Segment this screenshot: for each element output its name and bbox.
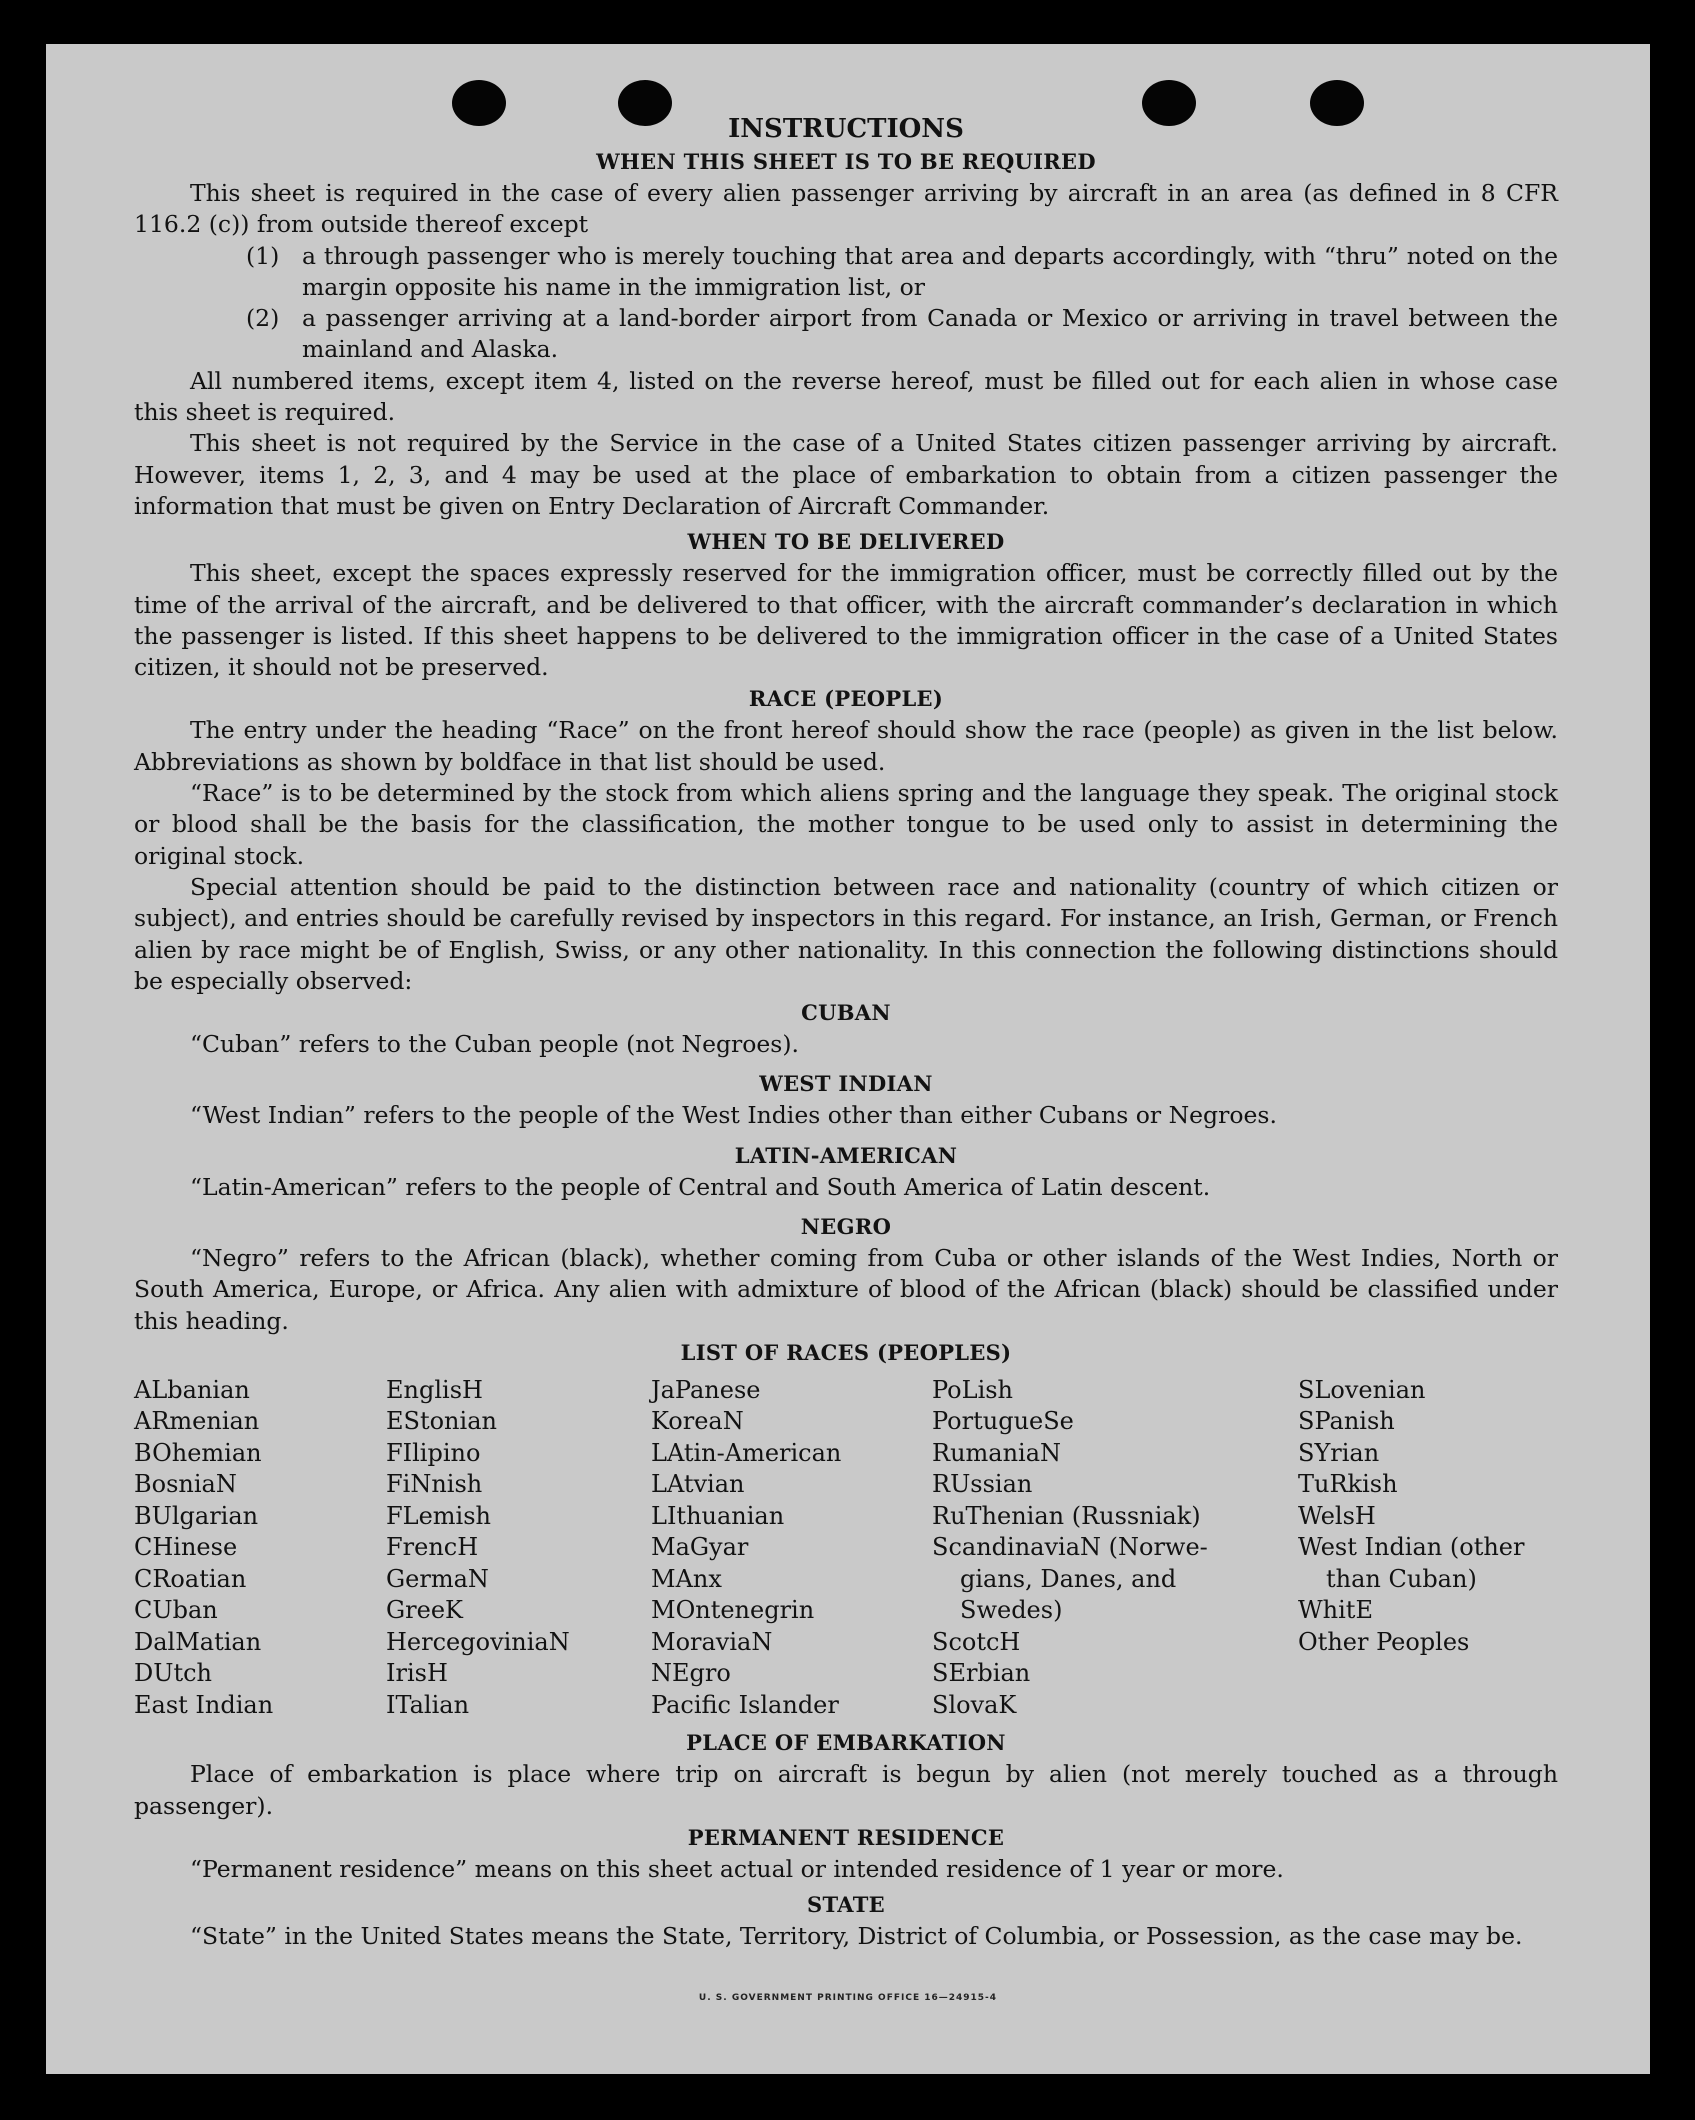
race-item: EnglisH [386,1375,483,1404]
paragraph: “Race” is to be determined by the stock from which aliens spring and the language they speak. The original stock or blood shall be the basis for the classification, the mother tongue to be used only to assist in determining the original stock. [134,779,1558,870]
paragraph: “Latin-American” refers to the people of Central and South America of Latin descent. [190,1172,1211,1201]
paragraph: “State” in the United States means the State, Territory, District of Columbia, or Possession, as the case may be. [190,1922,1523,1951]
race-item: SYrian [1298,1438,1380,1467]
race-item: LAtin-American [651,1438,842,1467]
paragraph: All numbered items, except item 4, listed on the reverse hereof, must be filled out for each alien in whose case this sheet is required. [134,366,1558,427]
paragraph: “West Indian” refers to the people of the West Indies other than either Cubans or Negroes. [190,1101,1277,1130]
race-item: than Cuban) [1326,1564,1477,1593]
race-item: FLemish [386,1501,491,1530]
race-column [651,1375,932,1722]
race-item: ARmenian [134,1407,260,1436]
list-item [246,303,1558,366]
race-item: FrencH [386,1533,479,1562]
race-column [134,1375,386,1722]
race-item: Pacific Islander [651,1690,839,1719]
item-number: (1) [246,241,280,270]
race-item: ScotcH [932,1627,1021,1656]
race-column [932,1375,1298,1722]
race-item: CUban [134,1596,218,1625]
section-heading-residence: PERMANENT RESIDENCE [687,1825,1005,1850]
race-item: FiNnish [386,1470,483,1499]
race-item: KoreaN [651,1407,744,1436]
section-heading-west-indian: WEST INDIAN [759,1071,933,1097]
section-heading-race: RACE (PEOPLE) [748,686,944,712]
race-item: JaPanese [651,1375,761,1404]
race-item: BUlgarian [134,1501,259,1530]
printer-imprint: U. S. GOVERNMENT PRINTING OFFICE 16—24915-4 [698,1993,998,2003]
race-item: SPanish [1298,1407,1395,1436]
race-item: GreeK [386,1596,463,1625]
item-number: (2) [246,304,280,333]
race-item: gians, Danes, and [960,1564,1177,1593]
section-heading-latin-american: LATIN-AMERICAN [734,1142,958,1168]
paragraph: Place of embarkation is place where trip on aircraft is begun by alien (not merely touched as a through passenger). [134,1760,1558,1820]
race-item: LAtvian [651,1470,745,1499]
race-item: West Indian (other [1298,1533,1525,1562]
section-heading-when-required: WHEN THIS SHEET IS TO BE REQUIRED [596,149,1096,174]
paragraph: “Negro” refers to the African (black), whether coming from Cuba or other islands of the West Indies, North or South America, Europe, or Africa. Any alien with admixture of blood of the African (black) should be classified under this heading. [134,1244,1558,1335]
paragraph: “Cuban” refers to the Cuban people (not Negroes). [190,1030,800,1059]
race-item: RuThenian (Russniak) [932,1501,1201,1530]
race-item: Swedes) [960,1596,1063,1625]
race-item: BosniaN [134,1470,237,1499]
section-heading-cuban: CUBAN [801,1000,891,1026]
race-item: PortugueSe [932,1407,1074,1436]
section-heading-negro: NEGRO [800,1214,892,1240]
race-item: DalMatian [134,1627,262,1656]
section-heading-when-delivered: WHEN TO BE DELIVERED [687,529,1005,555]
instructions-body [134,112,1558,1953]
race-item: SLovenian [1298,1375,1426,1404]
list-item [246,241,1558,304]
item-text: a through passenger who is merely touching that area and departs accordingly, with “thru” noted on the margin opposite his name in the immigration list, or [302,241,1558,301]
race-item: BOhemian [134,1438,262,1467]
paragraph: Special attention should be paid to the distinction between race and nationality (country of which citizen or subject), and entries should be carefully revised by inspectors in this regard. For instance, an Irish, German, or French alien by race might be of English, Swiss, or any other nationality. In this connection the following distinctions should be especially observed: [134,872,1558,995]
race-item: DUtch [134,1659,213,1688]
race-item: LIthuanian [651,1501,785,1530]
race-item: Other Peoples [1298,1627,1470,1656]
race-item: ScandinaviaN (Norwe- [932,1533,1208,1562]
race-item: EStonian [386,1407,497,1436]
page-title: INSTRUCTIONS [728,114,964,144]
race-item: ITalian [386,1690,470,1719]
race-item: NEgro [651,1659,731,1688]
section-heading-list-of-races: LIST OF RACES (PEOPLES) [680,1339,1012,1365]
race-item: ALbanian [134,1375,250,1404]
race-item: WhitE [1298,1596,1373,1625]
paragraph: “Permanent residence” means on this sheet actual or intended residence of 1 year or more. [190,1855,1284,1883]
race-item: MOntenegrin [651,1596,815,1625]
race-item: RUssian [932,1470,1033,1499]
race-item: TuRkish [1298,1470,1398,1499]
section-heading-embarkation: PLACE OF EMBARKATION [686,1730,1006,1756]
race-column [1298,1375,1558,1722]
race-item: MaGyar [651,1533,749,1562]
race-item: East Indian [134,1690,274,1719]
item-text: a passenger arriving at a land-border airport from Canada or Mexico or arriving in travel between the mainland and Alaska. [302,304,1558,364]
document-sheet [46,44,1650,2074]
paragraph: The entry under the heading “Race” on the front hereof should show the race (people) as given in the list below. Abbreviations as shown by boldface in that list should be used. [134,716,1558,776]
section-heading-state: STATE [807,1892,885,1918]
race-item: MoraviaN [651,1627,773,1656]
race-list [134,1375,1558,1722]
paragraph: This sheet, except the spaces expressly reserved for the immigration officer, must be correctly filled out by the time of the arrival of the aircraft, and be delivered to that officer, with the aircraft commander’s declaration in which the passenger is listed. If this sheet happens to be delivered to the immigration officer in the case of a United States citizen, it should not be preserved. [134,559,1558,682]
race-item: IrisH [386,1659,448,1688]
race-item: FIlipino [386,1438,481,1467]
race-item: RumaniaN [932,1438,1062,1467]
paragraph: This sheet is not required by the Service in the case of a United States citizen passenger arriving by aircraft. However, items 1, 2, 3, and 4 may be used at the place of embarkation to obtain from a citizen passenger the information that must be given on Entry Declaration of Aircraft Commander. [134,429,1558,520]
race-item: WelsH [1298,1501,1376,1530]
race-column [386,1375,651,1722]
paragraph: This sheet is required in the case of every alien passenger arriving by aircraft in an area (as defined in 8 CFR 116.2 (c)) from outside thereof except [134,179,1558,239]
race-item: CHinese [134,1533,238,1562]
race-item: SlovaK [932,1690,1017,1719]
race-item: GermaN [386,1564,489,1593]
race-item: SErbian [932,1659,1031,1688]
race-item: MAnx [651,1564,722,1593]
race-item: HercegoviniaN [386,1627,570,1656]
race-item: CRoatian [134,1564,247,1593]
race-item: PoLish [932,1375,1014,1404]
